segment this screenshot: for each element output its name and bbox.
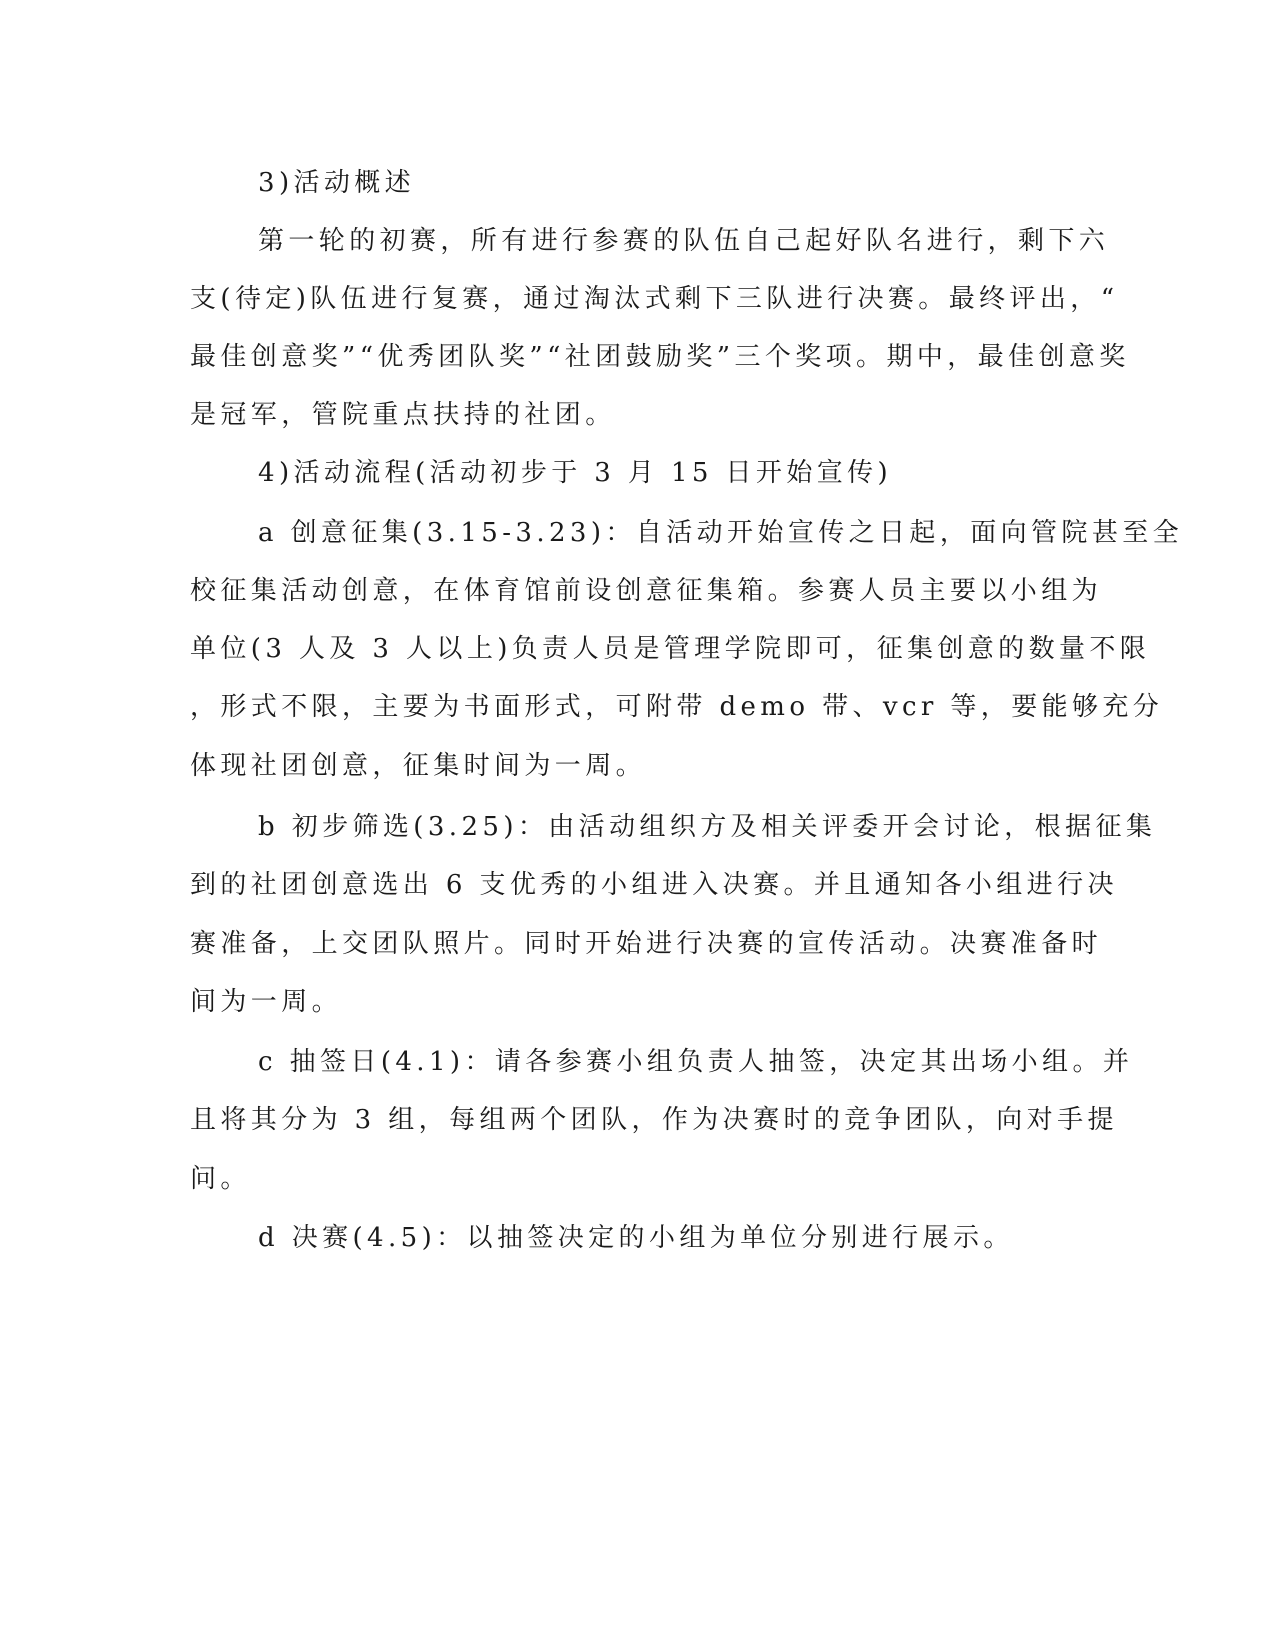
- overview-line-4: 是冠军，管院重点扶持的社团。: [190, 400, 616, 430]
- overview-line-1: 第一轮的初赛，所有进行参赛的队伍自己起好队名进行，剩下六: [258, 226, 1110, 256]
- overview-line-2: 支(待定)队伍进行复赛，通过淘汰式剩下三队进行决赛。最终评出，“: [190, 284, 1119, 314]
- step-c-line-2: 且将其分为 3 组，每组两个团队，作为决赛时的竞争团队，向对手提: [190, 1105, 1118, 1135]
- section-heading-process: 4)活动流程(活动初步于 3 月 15 日开始宣传): [258, 458, 893, 488]
- step-b-line-2: 到的社团创意选出 6 支优秀的小组进入决赛。并且通知各小组进行决: [190, 870, 1118, 900]
- step-c-line-1: c 抽签日(4.1)：请各参赛小组负责人抽签，决定其出场小组。并: [258, 1047, 1134, 1077]
- step-a-line-1: a 创意征集(3.15-3.23)：自活动开始宣传之日起，面向管院甚至全: [258, 518, 1184, 548]
- step-d-line-1: d 决赛(4.5)：以抽签决定的小组为单位分别进行展示。: [258, 1223, 1014, 1253]
- overview-line-3: 最佳创意奖”“优秀团队奖”“社团鼓励奖”三个奖项。期中，最佳创意奖: [190, 342, 1130, 372]
- step-a-line-2: 校征集活动创意，在体育馆前设创意征集箱。参赛人员主要以小组为: [190, 576, 1103, 606]
- step-c-line-3: 问。: [190, 1164, 251, 1194]
- step-b-line-1: b 初步筛选(3.25)：由活动组织方及相关评委开会讨论，根据征集: [258, 812, 1157, 842]
- step-a-line-3: 单位(3 人及 3 人以上)负责人员是管理学院即可，征集创意的数量不限: [190, 634, 1151, 664]
- step-b-line-3: 赛准备，上交团队照片。同时开始进行决赛的宣传活动。决赛准备时: [190, 929, 1103, 959]
- step-a-line-4: ，形式不限，主要为书面形式，可附带 demo 带、vcr 等，要能够充分: [190, 692, 1164, 722]
- section-heading-overview: 3)活动概述: [258, 168, 416, 198]
- step-a-line-5: 体现社团创意，征集时间为一周。: [190, 751, 647, 781]
- step-b-line-4: 间为一周。: [190, 987, 343, 1017]
